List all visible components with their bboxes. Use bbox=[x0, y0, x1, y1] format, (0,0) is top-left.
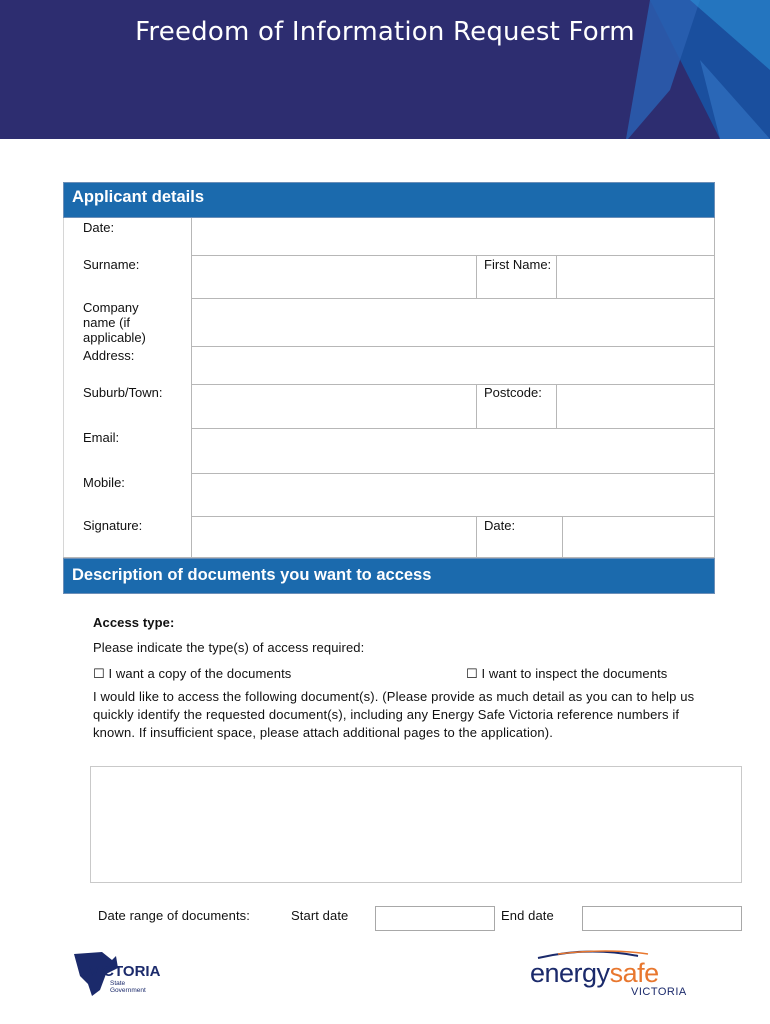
table-divider bbox=[476, 255, 477, 298]
end-date-input[interactable] bbox=[582, 906, 742, 931]
victoria-logo-line1: State bbox=[110, 980, 126, 987]
surname-field[interactable] bbox=[192, 256, 476, 298]
table-border bbox=[63, 218, 64, 558]
esv-logo-sub: VICTORIA bbox=[631, 986, 687, 998]
start-date-input[interactable] bbox=[375, 906, 495, 931]
access-instruction: Please indicate the type(s) of access required: bbox=[93, 640, 365, 655]
header-banner bbox=[0, 0, 770, 139]
option-inspect-checkbox[interactable]: ☐ I want to inspect the documents bbox=[466, 666, 668, 681]
esv-logo-part1: energy bbox=[530, 958, 610, 988]
company-label: Company name (if applicable) bbox=[83, 300, 146, 345]
energysafe-swoosh-icon bbox=[528, 948, 708, 1000]
signature-date-label: Date: bbox=[484, 518, 516, 533]
page-title: Freedom of Information Request Form bbox=[135, 17, 635, 47]
end-date-label: End date bbox=[501, 908, 554, 923]
signature-field[interactable] bbox=[192, 517, 476, 557]
first-name-field[interactable] bbox=[557, 256, 714, 298]
signature-date-field[interactable] bbox=[563, 517, 714, 557]
table-border bbox=[714, 218, 715, 558]
address-field[interactable] bbox=[192, 347, 714, 384]
table-divider bbox=[476, 384, 477, 428]
section-heading-applicant: Applicant details bbox=[63, 182, 715, 218]
start-date-label: Start date bbox=[291, 908, 349, 923]
esv-logo-part2: safe bbox=[609, 958, 659, 988]
victoria-map-icon bbox=[72, 950, 172, 1000]
suburb-label: Suburb/Town: bbox=[83, 385, 163, 400]
option-copy-checkbox[interactable]: ☐ I want a copy of the documents bbox=[93, 666, 292, 681]
table-divider bbox=[476, 516, 477, 557]
victoria-logo-text: VICTORIA bbox=[89, 963, 161, 980]
documents-instructions: I would like to access the following document(s). (Please provide as much detail as you can to help us quickly identify the requested document(s), including any Energy Safe Victoria reference numbers if known. If insufficient space, please attach additional pages to the application). bbox=[93, 689, 695, 740]
section-heading-description: Description of documents you want to access bbox=[63, 558, 715, 594]
access-type-label: Access type: bbox=[93, 615, 175, 630]
date-range-label: Date range of documents: bbox=[98, 908, 250, 923]
address-label: Address: bbox=[83, 348, 135, 363]
energy-safe-victoria-logo bbox=[528, 948, 708, 1005]
date-field[interactable] bbox=[192, 219, 714, 255]
first-name-label: First Name: bbox=[484, 257, 552, 272]
suburb-field[interactable] bbox=[192, 385, 476, 428]
mobile-label: Mobile: bbox=[83, 475, 125, 490]
postcode-field[interactable] bbox=[557, 385, 714, 428]
postcode-label: Postcode: bbox=[484, 385, 542, 400]
documents-description-textarea[interactable] bbox=[90, 766, 742, 883]
surname-label: Surname: bbox=[83, 257, 140, 272]
signature-label: Signature: bbox=[83, 518, 143, 533]
victoria-government-logo bbox=[72, 950, 172, 1005]
email-field[interactable] bbox=[192, 429, 714, 473]
company-field[interactable] bbox=[192, 299, 714, 346]
victoria-logo-line2: Government bbox=[110, 987, 146, 994]
email-label: Email: bbox=[83, 430, 120, 445]
svg-text:energysafe bbox=[530, 958, 659, 988]
date-label: Date: bbox=[83, 220, 115, 235]
mobile-field[interactable] bbox=[192, 474, 714, 516]
